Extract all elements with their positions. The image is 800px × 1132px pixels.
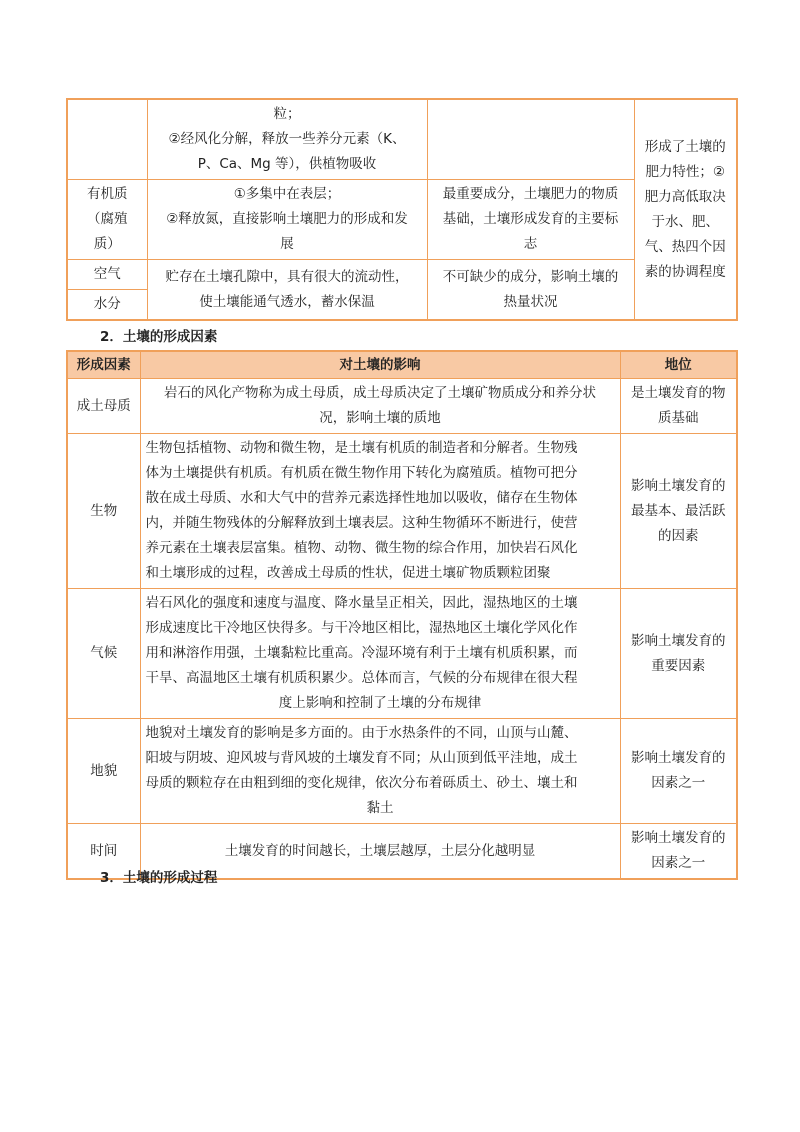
status-cell: 影响土壤发育的 因素之一 xyxy=(620,824,737,880)
column-header: 形成因素 xyxy=(67,351,140,379)
effect-cell: 生物包括植物、动物和微生物，是土壤有机质的制造者和分解者。生物残 体为土壤提供有机质。有机质在微生物作用下转化为腐殖质。植物可把分 散在成土母质、水和大气中的营养元素选择性地加以吸收，储存在生物体 内，并随生物残体的分解释放到土壤表层。这种生物循环不断进行，使营 养元素在土壤表层富集。植物、动物、微生物的综合作用，加快岩石风化 和土壤形成的过程，改善成土母质的性状，促进土壤矿物质颗粒团聚 xyxy=(140,434,620,589)
component-content-cell: 粒； ②经风化分解，释放一些养分元素（K、 P、Ca、Mg 等），供植物吸收 xyxy=(147,99,427,180)
factor-cell: 气候 xyxy=(67,589,140,719)
section-2-heading: 2．土壤的形成因素 xyxy=(100,329,218,345)
component-content-cell: 贮存在土壤孔隙中，具有很大的流动性， 使土壤能通气透水，蓄水保温 xyxy=(147,260,427,321)
component-role-cell xyxy=(427,99,634,180)
section-3-heading: 3．土壤的形成过程 xyxy=(100,870,218,886)
component-name-cell: 空气 xyxy=(67,260,147,290)
soil-formation-factors-table xyxy=(66,350,738,880)
component-name-cell: 水分 xyxy=(67,290,147,321)
factor-cell: 地貌 xyxy=(67,719,140,824)
summary-cell: 形成了土壤的 肥力特性；② 肥力高低取决 于水、肥、 气、热四个因 素的协调程度 xyxy=(634,99,737,320)
effect-cell: 岩石的风化产物称为成土母质，成土母质决定了土壤矿物质成分和养分状 况，影响土壤的质地 xyxy=(140,379,620,434)
table-row xyxy=(67,99,737,180)
soil-components-table xyxy=(66,98,738,321)
factor-cell: 时间 xyxy=(67,824,140,880)
status-cell: 是土壤发育的物 质基础 xyxy=(620,379,737,434)
status-cell: 影响土壤发育的 因素之一 xyxy=(620,719,737,824)
component-name-cell xyxy=(67,99,147,180)
table-row xyxy=(67,719,737,824)
effect-cell: 岩石风化的强度和速度与温度、降水量呈正相关，因此，湿热地区的土壤 形成速度比干冷地区快得多。与干冷地区相比，湿热地区土壤化学风化作 用和淋溶作用强，土壤黏粒比重高。冷湿环境有利于土壤有机质积累，而 干旱、高温地区土壤有机质积累少。总体而言，气候的分布规律在很大程 度上影响和控制了土壤的分布规律 xyxy=(140,589,620,719)
component-role-cell: 最重要成分，土壤肥力的物质 基础，土壤形成发育的主要标 志 xyxy=(427,180,634,260)
status-cell: 影响土壤发育的 重要因素 xyxy=(620,589,737,719)
component-role-cell: 不可缺少的成分，影响土壤的 热量状况 xyxy=(427,260,634,321)
effect-cell: 土壤发育的时间越长，土壤层越厚，土层分化越明显 xyxy=(140,824,620,880)
column-header: 对土壤的影响 xyxy=(140,351,620,379)
component-name-cell: 有机质 （腐殖 质） xyxy=(67,180,147,260)
table-header-row xyxy=(67,351,737,379)
factor-cell: 成土母质 xyxy=(67,379,140,434)
table-row xyxy=(67,434,737,589)
column-header: 地位 xyxy=(620,351,737,379)
status-cell: 影响土壤发育的 最基本、最活跃 的因素 xyxy=(620,434,737,589)
effect-cell: 地貌对土壤发育的影响是多方面的。由于水热条件的不同，山顶与山麓、 阳坡与阴坡、迎风坡与背风坡的土壤发育不同；从山顶到低平洼地，成土 母质的颗粒存在由粗到细的变化规律，依次分布着砾质土、砂土、壤土和 黏土 xyxy=(140,719,620,824)
table-row xyxy=(67,589,737,719)
table-row xyxy=(67,379,737,434)
factor-cell: 生物 xyxy=(67,434,140,589)
component-content-cell: ①多集中在表层； ②释放氮，直接影响土壤肥力的形成和发 展 xyxy=(147,180,427,260)
